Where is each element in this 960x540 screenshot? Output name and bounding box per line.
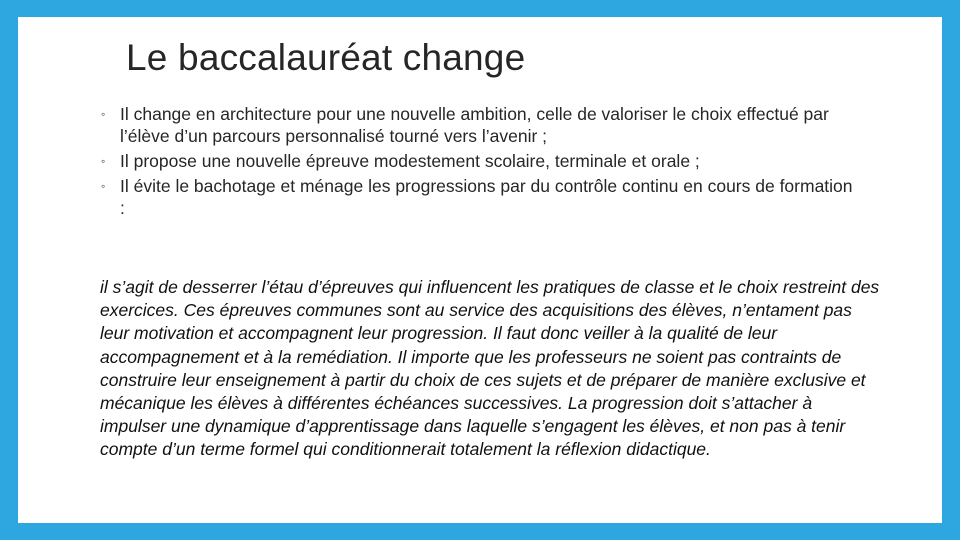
quote-paragraph: il s’agit de desserrer l’étau d’épreuves qui influencent les pratiques de classe et le choix restreint des exercices. Ces épreuves communes sont au service des acquisitions des élèves, n’entament pas leur motivation et accompagnent leur progression. Il faut donc veiller à la qualité de leur accompagnement et à la remédiation. Il importe que les professeurs ne soient pas contraints de construire leur enseignement à partir du choix de ces sujets et de préparer de manière exclusive et mécanique les élèves à différentes échéances successives. La progression doit s’attacher à impulser une dynamique d’apprentissage dans laquelle s’engagent les élèves, et non pas à tenir compte d’un terme formel qui conditionnerait totalement la réflexion didactique. <box>100 277 880 460</box>
bullet-item <box>101 175 861 219</box>
bullet-text: Il propose une nouvelle épreuve modestement scolaire, terminale et orale ; <box>120 151 700 171</box>
bullet-text: Il change en architecture pour une nouvelle ambition, celle de valoriser le choix effectué par l’élève d’un parcours personnalisé tourné vers l’avenir ; <box>120 104 829 146</box>
bullet-marker-icon: ◦ <box>101 154 106 168</box>
bullet-item <box>101 150 861 172</box>
bullet-list <box>101 103 861 222</box>
bullet-text: Il évite le bachotage et ménage les progressions par du contrôle continu en cours de formation : <box>120 176 853 218</box>
bullet-item <box>101 103 861 147</box>
bullet-marker-icon: ◦ <box>101 107 106 121</box>
bullet-marker-icon: ◦ <box>101 179 106 193</box>
slide-title: Le baccalauréat change <box>126 37 526 78</box>
slide-canvas <box>18 17 942 523</box>
